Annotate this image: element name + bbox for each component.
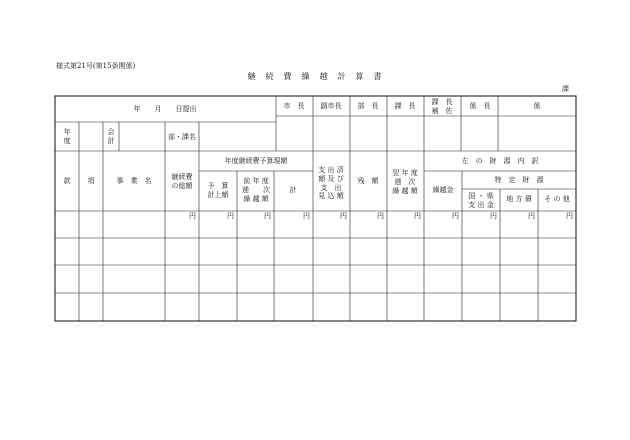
col-kou: 項 bbox=[87, 177, 95, 185]
unit-other: 円 bbox=[566, 212, 573, 220]
col-budget-carried: 前 年 度 逓 次 繰 越 額 bbox=[242, 177, 270, 203]
col-national-pref: 国 ・ 県 支 出 金 bbox=[468, 192, 494, 209]
col-specific-funds-group: 特 定 財 源 bbox=[494, 176, 544, 184]
approver-assistant-section-head: 課 長 補 佐 bbox=[431, 98, 453, 115]
dept-section-label: 部・課名 bbox=[168, 133, 196, 141]
approver-deputy-mayor: 副市長 bbox=[320, 102, 342, 110]
unit-budget-carried: 円 bbox=[264, 212, 271, 220]
approver-mayor: 市 長 bbox=[283, 102, 305, 110]
accounting-label: 会 計 bbox=[107, 128, 115, 145]
form-title: 継 続 費 繰 越 計 算 書 bbox=[247, 72, 383, 81]
col-other: そ の 他 bbox=[544, 195, 570, 203]
unit-total-continuing: 円 bbox=[189, 212, 196, 220]
col-funding-group: 左 の 財 源 内 訳 bbox=[461, 157, 539, 165]
year-label: 年 度 bbox=[63, 128, 71, 145]
unit-budget-current: 円 bbox=[227, 212, 234, 220]
col-remaining: 残 額 bbox=[357, 177, 379, 185]
col-carryover-funds: 繰越金 bbox=[432, 186, 454, 194]
form-number: 様式第21号(第15条関係) bbox=[56, 62, 136, 70]
approver-unit-chief: 係 長 bbox=[469, 102, 491, 110]
col-kan: 款 bbox=[63, 177, 71, 185]
unit-local-bond: 円 bbox=[528, 212, 535, 220]
col-local-bond: 地 方 債 bbox=[506, 195, 532, 203]
unit-carryover-funds: 円 bbox=[452, 212, 459, 220]
dept-label: 課 bbox=[562, 85, 569, 93]
col-next-year-carry: 翌 年 度 逓 次 繰 越 額 bbox=[392, 169, 418, 195]
col-budget-total: 計 bbox=[289, 186, 297, 194]
col-budget-current: 予 算 計上額 bbox=[207, 182, 229, 199]
unit-national-pref: 円 bbox=[490, 212, 497, 220]
unit-expenditure: 円 bbox=[340, 212, 347, 220]
approver-staff: 係 bbox=[533, 102, 541, 110]
col-budget-group: 年度継続費予算現額 bbox=[224, 157, 288, 165]
date-submitted-label: 年 月 日提出 bbox=[133, 105, 197, 113]
col-project-name: 事 業 名 bbox=[116, 177, 152, 185]
unit-remaining: 円 bbox=[377, 212, 384, 220]
approver-department-head: 部 長 bbox=[357, 102, 379, 110]
unit-budget-total: 円 bbox=[303, 212, 310, 220]
approver-section-head: 課 長 bbox=[394, 102, 416, 110]
col-expenditure: 支 出 済 額 及 び 支 出 見 込 額 bbox=[318, 166, 344, 201]
col-total-continuing: 継続費 の総額 bbox=[171, 173, 193, 190]
unit-next-year-carry: 円 bbox=[414, 212, 421, 220]
